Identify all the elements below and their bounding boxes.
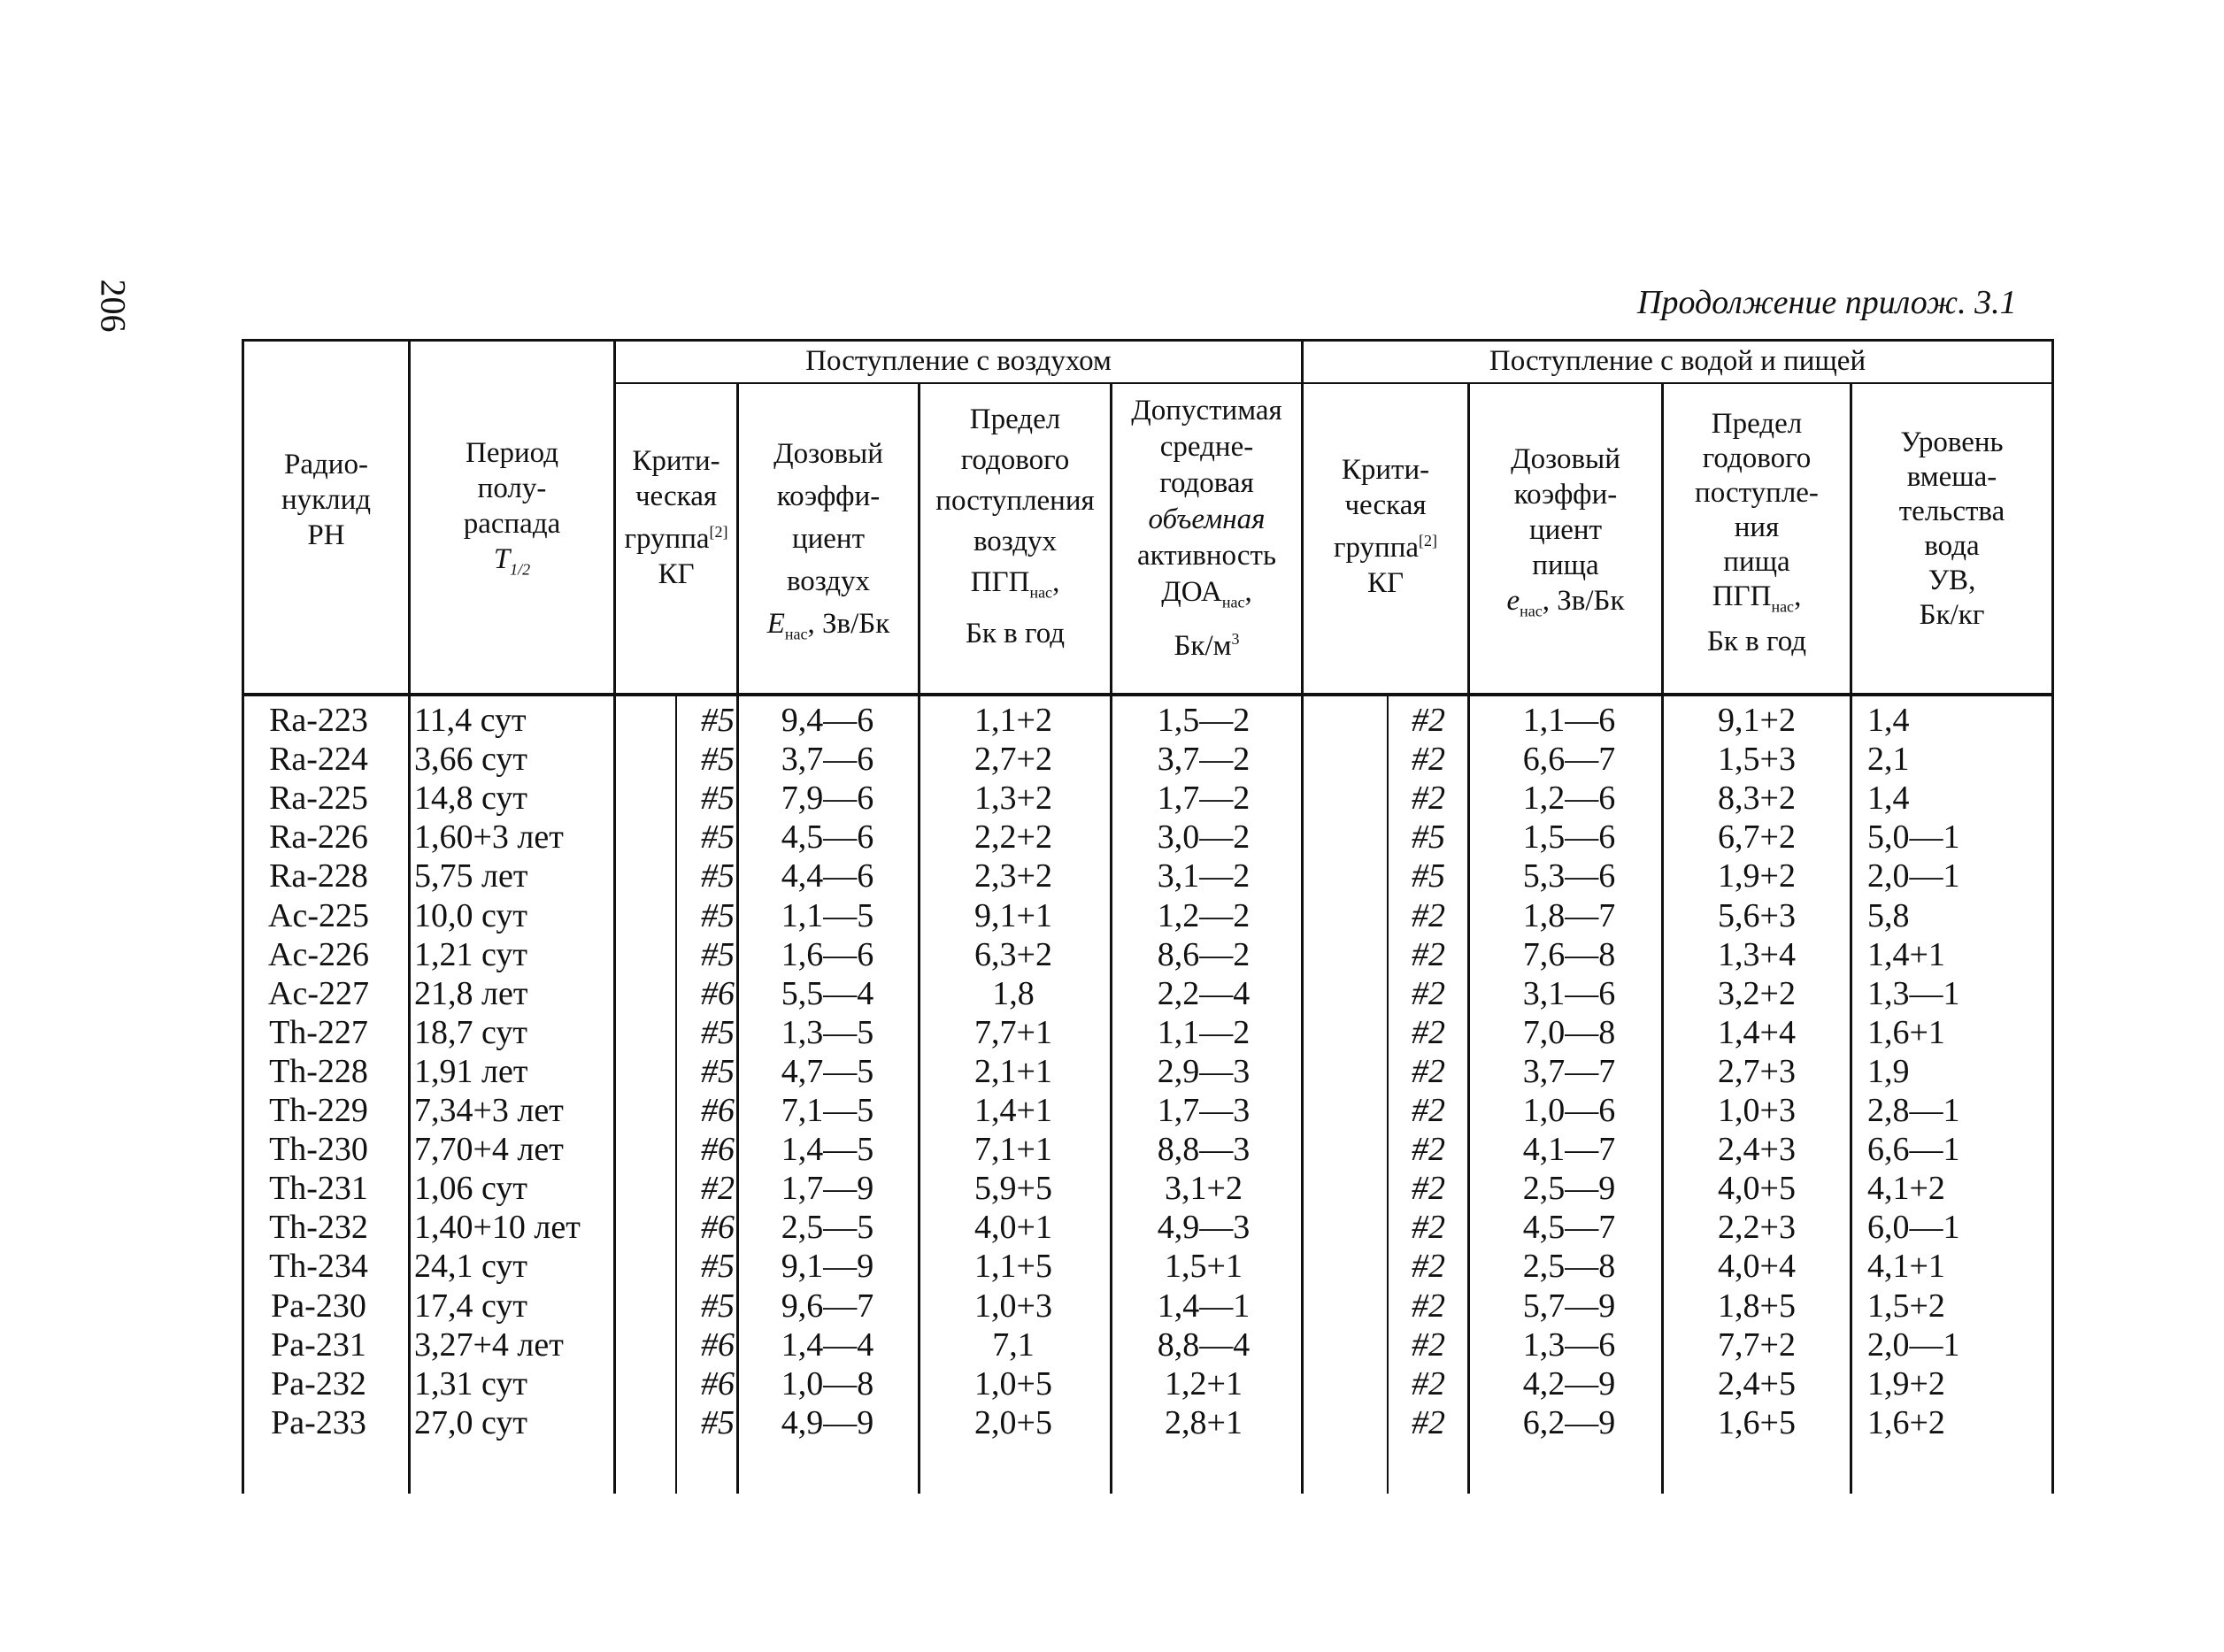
half-life-cell: 1,60+3 лет — [414, 818, 564, 857]
intervention-level-cell: 6,6—1 — [1867, 1131, 1960, 1169]
permissible-activity-cell: 3,1—2 — [1157, 857, 1251, 895]
annual-intake-limit-air-cell: 2,2+2 — [974, 818, 1052, 857]
critical-group-air-cell: #5 — [701, 896, 735, 934]
annual-intake-limit-water-cell: 1,8+5 — [1718, 1287, 1796, 1325]
half-life-cell: 3,66 сут — [414, 741, 527, 779]
dose-coefficient-air-cell: 4,4—6 — [781, 857, 874, 895]
dose-coefficient-air-cell: 9,6—7 — [781, 1287, 874, 1325]
permissible-activity-cell: 3,7—2 — [1157, 741, 1251, 779]
half-life-cell: 24,1 сут — [414, 1248, 527, 1286]
nuclide-cell: Th-229 — [269, 1092, 368, 1129]
dose-coefficient-water-cell: 2,5—9 — [1522, 1170, 1616, 1208]
half-life-cell: 1,21 сут — [414, 935, 527, 973]
header-half-life: Период полу- распада $T_{1/2}$ — [463, 437, 561, 579]
annual-intake-limit-water-cell: 1,0+3 — [1718, 1092, 1796, 1129]
permissible-activity-cell: 8,6—2 — [1157, 935, 1251, 973]
annual-intake-limit-water-cell: 8,3+2 — [1718, 780, 1796, 818]
critical-group-air-cell: #6 — [701, 1209, 735, 1247]
dose-coefficient-air-cell: 7,9—6 — [781, 780, 874, 818]
annual-intake-limit-water-cell: 2,2+3 — [1718, 1209, 1796, 1247]
critical-group-air-cell: #6 — [701, 974, 735, 1012]
critical-group-water-cell: #2 — [1412, 974, 1445, 1012]
permissible-activity-cell: 1,2+1 — [1165, 1364, 1243, 1402]
nuclide-cell: Th-227 — [269, 1013, 368, 1051]
half-life-cell: 18,7 сут — [414, 1013, 527, 1051]
critical-group-air-cell: #5 — [701, 935, 735, 973]
intervention-level-cell: 6,0—1 — [1867, 1209, 1960, 1247]
header-water-intake: Поступление с водой и пищей — [1489, 345, 1866, 377]
permissible-activity-cell: 1,2—2 — [1157, 896, 1251, 934]
critical-group-water-cell: #5 — [1412, 818, 1445, 857]
header-critical-group-air: Крити- ческая группа[2] КГ — [624, 445, 728, 590]
intervention-level-cell: 2,0—1 — [1867, 857, 1960, 895]
half-life-cell: 17,4 сут — [414, 1287, 527, 1325]
nuclide-cell: Ac-227 — [268, 974, 369, 1012]
intervention-level-cell: 1,9 — [1867, 1052, 1910, 1090]
annual-intake-limit-water-cell: 2,4+3 — [1718, 1131, 1796, 1169]
annual-intake-limit-water-cell: 3,2+2 — [1718, 974, 1796, 1012]
header-doa: Допустимая средне- годовая объемная активность $ДОА_{нас}$, $Бк/м^3$ — [1131, 395, 1282, 662]
critical-group-water-cell: #2 — [1412, 896, 1445, 934]
nuclide-cell: Th-231 — [269, 1170, 368, 1208]
permissible-activity-cell: 3,1+2 — [1165, 1170, 1243, 1208]
dose-coefficient-air-cell: 9,4—6 — [781, 702, 874, 739]
dose-coefficient-water-cell: 1,0—6 — [1522, 1092, 1616, 1129]
critical-group-air-cell: #2 — [701, 1170, 735, 1208]
intervention-level-cell: 1,4 — [1867, 702, 1910, 739]
header-limit-air: Предел годового поступления воздух $ПГП_{нас}$, Бк в год — [935, 403, 1095, 649]
dose-coefficient-water-cell: 3,1—6 — [1522, 974, 1616, 1012]
dose-coefficient-water-cell: 1,8—7 — [1522, 896, 1616, 934]
half-life-cell: 1,31 сут — [414, 1364, 527, 1402]
dose-coefficient-water-cell: 5,3—6 — [1522, 857, 1616, 895]
dose-coefficient-water-cell: 2,5—8 — [1522, 1248, 1616, 1286]
annual-intake-limit-water-cell: 6,7+2 — [1718, 818, 1796, 857]
critical-group-air-cell: #5 — [701, 1403, 735, 1441]
critical-group-air-cell: #6 — [701, 1364, 735, 1402]
critical-group-air-cell: #6 — [701, 1325, 735, 1364]
annual-intake-limit-water-cell: 4,0+4 — [1718, 1248, 1796, 1286]
intervention-level-cell: 1,9+2 — [1867, 1364, 1945, 1402]
header-dose-air: Дозовый коэффи- циент воздух $E_{нас}$, Зв/Бк — [766, 438, 890, 643]
critical-group-water-cell: #2 — [1412, 1209, 1445, 1247]
dose-coefficient-air-cell: 1,4—4 — [781, 1325, 874, 1364]
nuclide-cell: Ra-226 — [269, 818, 368, 857]
annual-intake-limit-air-cell: 7,7+1 — [974, 1013, 1052, 1051]
intervention-level-cell: 2,8—1 — [1867, 1092, 1960, 1129]
half-life-cell: 3,27+4 лет — [414, 1325, 564, 1364]
annual-intake-limit-air-cell: 1,3+2 — [974, 780, 1052, 818]
intervention-level-cell: 1,5+2 — [1867, 1287, 1945, 1325]
dose-coefficient-water-cell: 1,3—6 — [1522, 1325, 1616, 1364]
permissible-activity-cell: 1,5+1 — [1165, 1248, 1243, 1286]
continuation-title: Продолжение прилож. 3.1 — [1637, 284, 2017, 321]
critical-group-water-cell: #2 — [1412, 1248, 1445, 1286]
critical-group-water-cell: #2 — [1412, 1287, 1445, 1325]
dose-coefficient-water-cell: 4,1—7 — [1522, 1131, 1616, 1169]
annual-intake-limit-water-cell: 2,7+3 — [1718, 1052, 1796, 1090]
annual-intake-limit-water-cell: 9,1+2 — [1718, 702, 1796, 739]
intervention-level-cell: 2,1 — [1867, 741, 1910, 779]
critical-group-water-cell: #2 — [1412, 935, 1445, 973]
critical-group-water-cell: #2 — [1412, 1052, 1445, 1090]
critical-group-water-cell: #2 — [1412, 1364, 1445, 1402]
intervention-level-cell: 2,0—1 — [1867, 1325, 1960, 1364]
annual-intake-limit-air-cell: 7,1 — [992, 1325, 1035, 1364]
nuclide-cell: Ra-225 — [269, 780, 368, 818]
dose-coefficient-air-cell: 3,7—6 — [781, 741, 874, 779]
permissible-activity-cell: 8,8—3 — [1157, 1131, 1251, 1169]
permissible-activity-cell: 1,7—2 — [1157, 780, 1251, 818]
critical-group-water-cell: #2 — [1412, 1403, 1445, 1441]
header-air-intake: Поступление с воздухом — [805, 345, 1112, 377]
permissible-activity-cell: 2,8+1 — [1165, 1403, 1243, 1441]
permissible-activity-cell: 1,4—1 — [1157, 1287, 1251, 1325]
dose-coefficient-water-cell: 7,6—8 — [1522, 935, 1616, 973]
dose-coefficient-air-cell: 4,7—5 — [781, 1052, 874, 1090]
critical-group-air-cell: #5 — [701, 1248, 735, 1286]
half-life-cell: 5,75 лет — [414, 857, 528, 895]
dose-coefficient-water-cell: 1,5—6 — [1522, 818, 1616, 857]
critical-group-air-cell: #5 — [701, 780, 735, 818]
dose-coefficient-air-cell: 9,1—9 — [781, 1248, 874, 1286]
annual-intake-limit-air-cell: 2,7+2 — [974, 741, 1052, 779]
annual-intake-limit-air-cell: 4,0+1 — [974, 1209, 1052, 1247]
dose-coefficient-air-cell: 1,3—5 — [781, 1013, 874, 1051]
nuclide-cell: Th-230 — [269, 1131, 368, 1169]
nuclide-cell: Ac-225 — [268, 896, 369, 934]
half-life-cell: 7,70+4 лет — [414, 1131, 564, 1169]
dose-coefficient-air-cell: 1,1—5 — [781, 896, 874, 934]
dose-coefficient-air-cell: 1,4—5 — [781, 1131, 874, 1169]
intervention-level-cell: 5,0—1 — [1867, 818, 1960, 857]
annual-intake-limit-water-cell: 2,4+5 — [1718, 1364, 1796, 1402]
critical-group-air-cell: #5 — [701, 1013, 735, 1051]
nuclide-cell: Ra-224 — [269, 741, 368, 779]
annual-intake-limit-water-cell: 4,0+5 — [1718, 1170, 1796, 1208]
permissible-activity-cell: 8,8—4 — [1157, 1325, 1251, 1364]
intervention-level-cell: 5,8 — [1867, 896, 1910, 934]
permissible-activity-cell: 1,5—2 — [1157, 702, 1251, 739]
page-number: 206 — [93, 279, 134, 333]
annual-intake-limit-water-cell: 1,3+4 — [1718, 935, 1796, 973]
nuclide-cell: Ra-228 — [269, 857, 368, 895]
intervention-level-cell: 4,1+2 — [1867, 1170, 1945, 1208]
dose-coefficient-water-cell: 4,2—9 — [1522, 1364, 1616, 1402]
annual-intake-limit-water-cell: 1,9+2 — [1718, 857, 1796, 895]
nuclide-cell: Ac-226 — [268, 935, 369, 973]
critical-group-water-cell: #2 — [1412, 1013, 1445, 1051]
permissible-activity-cell: 1,1—2 — [1157, 1013, 1251, 1051]
permissible-activity-cell: 2,9—3 — [1157, 1052, 1251, 1090]
intervention-level-cell: 1,4 — [1867, 780, 1910, 818]
annual-intake-limit-air-cell: 1,1+5 — [974, 1248, 1052, 1286]
critical-group-water-cell: #2 — [1412, 780, 1445, 818]
permissible-activity-cell: 3,0—2 — [1157, 818, 1251, 857]
annual-intake-limit-air-cell: 2,0+5 — [974, 1403, 1052, 1441]
nuclide-cell: Th-234 — [269, 1248, 368, 1286]
half-life-cell: 27,0 сут — [414, 1403, 527, 1441]
critical-group-water-cell: #2 — [1412, 741, 1445, 779]
nuclide-cell: Pa-230 — [271, 1287, 366, 1325]
dose-coefficient-air-cell: 4,9—9 — [781, 1403, 874, 1441]
annual-intake-limit-water-cell: 1,6+5 — [1718, 1403, 1796, 1441]
permissible-activity-cell: 2,2—4 — [1157, 974, 1251, 1012]
half-life-cell: 7,34+3 лет — [414, 1092, 564, 1129]
half-life-cell: 1,40+10 лет — [414, 1209, 581, 1247]
annual-intake-limit-water-cell: 1,5+3 — [1718, 741, 1796, 779]
header-limit-water: Предел годового поступле- ния пища $ПГП_{нас}$, Бк в год — [1695, 408, 1819, 657]
annual-intake-limit-air-cell: 6,3+2 — [974, 935, 1052, 973]
critical-group-air-cell: #6 — [701, 1092, 735, 1129]
dose-coefficient-air-cell: 1,7—9 — [781, 1170, 874, 1208]
intervention-level-cell: 1,4+1 — [1867, 935, 1945, 973]
nuclide-cell: Th-232 — [269, 1209, 368, 1247]
half-life-cell: 10,0 сут — [414, 896, 527, 934]
header-dose-water: Дозовый коэффи- циент пища $e_{нас}$, Зв/Бк — [1506, 443, 1625, 620]
critical-group-air-cell: #5 — [701, 1287, 735, 1325]
annual-intake-limit-air-cell: 1,0+5 — [974, 1364, 1052, 1402]
dose-coefficient-air-cell: 1,0—8 — [781, 1364, 874, 1402]
dose-coefficient-water-cell: 4,5—7 — [1522, 1209, 1616, 1247]
half-life-cell: 11,4 сут — [414, 702, 527, 739]
critical-group-water-cell: #2 — [1412, 1170, 1445, 1208]
dose-coefficient-air-cell: 7,1—5 — [781, 1092, 874, 1129]
permissible-activity-cell: 4,9—3 — [1157, 1209, 1251, 1247]
annual-intake-limit-water-cell: 7,7+2 — [1718, 1325, 1796, 1364]
intervention-level-cell: 1,3—1 — [1867, 974, 1960, 1012]
permissible-activity-cell: 1,7—3 — [1157, 1092, 1251, 1129]
critical-group-water-cell: #2 — [1412, 1092, 1445, 1129]
dose-coefficient-water-cell: 3,7—7 — [1522, 1052, 1616, 1090]
annual-intake-limit-water-cell: 1,4+4 — [1718, 1013, 1796, 1051]
critical-group-air-cell: #6 — [701, 1131, 735, 1169]
annual-intake-limit-air-cell: 1,4+1 — [974, 1092, 1052, 1129]
dose-coefficient-water-cell: 6,6—7 — [1522, 741, 1616, 779]
header-intervention-level: Уровень вмеша- тельства вода УВ, Бк/кг — [1898, 426, 2005, 631]
critical-group-air-cell: #5 — [701, 741, 735, 779]
critical-group-air-cell: #5 — [701, 1052, 735, 1090]
annual-intake-limit-air-cell: 1,8 — [992, 974, 1035, 1012]
critical-group-water-cell: #2 — [1412, 1131, 1445, 1169]
intervention-level-cell: 1,6+1 — [1867, 1013, 1945, 1051]
dose-coefficient-water-cell: 1,2—6 — [1522, 780, 1616, 818]
annual-intake-limit-air-cell: 1,1+2 — [974, 702, 1052, 739]
header-nuclide: Радио- нуклид РН — [281, 449, 372, 551]
critical-group-air-cell: #5 — [701, 818, 735, 857]
dose-coefficient-air-cell: 1,6—6 — [781, 935, 874, 973]
nuclide-cell: Pa-232 — [271, 1364, 366, 1402]
critical-group-air-cell: #5 — [701, 857, 735, 895]
annual-intake-limit-air-cell: 1,0+3 — [974, 1287, 1052, 1325]
critical-group-water-cell: #2 — [1412, 702, 1445, 739]
half-life-cell: 1,91 лет — [414, 1052, 528, 1090]
dose-coefficient-air-cell: 2,5—5 — [781, 1209, 874, 1247]
annual-intake-limit-air-cell: 9,1+1 — [974, 896, 1052, 934]
dose-coefficient-air-cell: 4,5—6 — [781, 818, 874, 857]
intervention-level-cell: 4,1+1 — [1867, 1248, 1945, 1286]
annual-intake-limit-air-cell: 2,1+1 — [974, 1052, 1052, 1090]
critical-group-water-cell: #2 — [1412, 1325, 1445, 1364]
dose-coefficient-air-cell: 5,5—4 — [781, 974, 874, 1012]
nuclide-cell: Pa-233 — [271, 1403, 366, 1441]
half-life-cell: 21,8 лет — [414, 974, 528, 1012]
header-critical-group-water: Крити- ческая группа[2] КГ — [1333, 454, 1438, 599]
half-life-cell: 14,8 сут — [414, 780, 527, 818]
dose-coefficient-water-cell: 7,0—8 — [1522, 1013, 1616, 1051]
annual-intake-limit-air-cell: 7,1+1 — [974, 1131, 1052, 1169]
annual-intake-limit-air-cell: 5,9+5 — [974, 1170, 1052, 1208]
annual-intake-limit-air-cell: 2,3+2 — [974, 857, 1052, 895]
dose-coefficient-water-cell: 1,1—6 — [1522, 702, 1616, 739]
nuclide-cell: Ra-223 — [269, 702, 368, 739]
critical-group-water-cell: #5 — [1412, 857, 1445, 895]
annual-intake-limit-water-cell: 5,6+3 — [1718, 896, 1796, 934]
dose-coefficient-water-cell: 6,2—9 — [1522, 1403, 1616, 1441]
intervention-level-cell: 1,6+2 — [1867, 1403, 1945, 1441]
nuclide-cell: Th-228 — [269, 1052, 368, 1090]
nuclide-cell: Pa-231 — [271, 1325, 366, 1364]
dose-coefficient-water-cell: 5,7—9 — [1522, 1287, 1616, 1325]
half-life-cell: 1,06 сут — [414, 1170, 527, 1208]
critical-group-air-cell: #5 — [701, 702, 735, 739]
